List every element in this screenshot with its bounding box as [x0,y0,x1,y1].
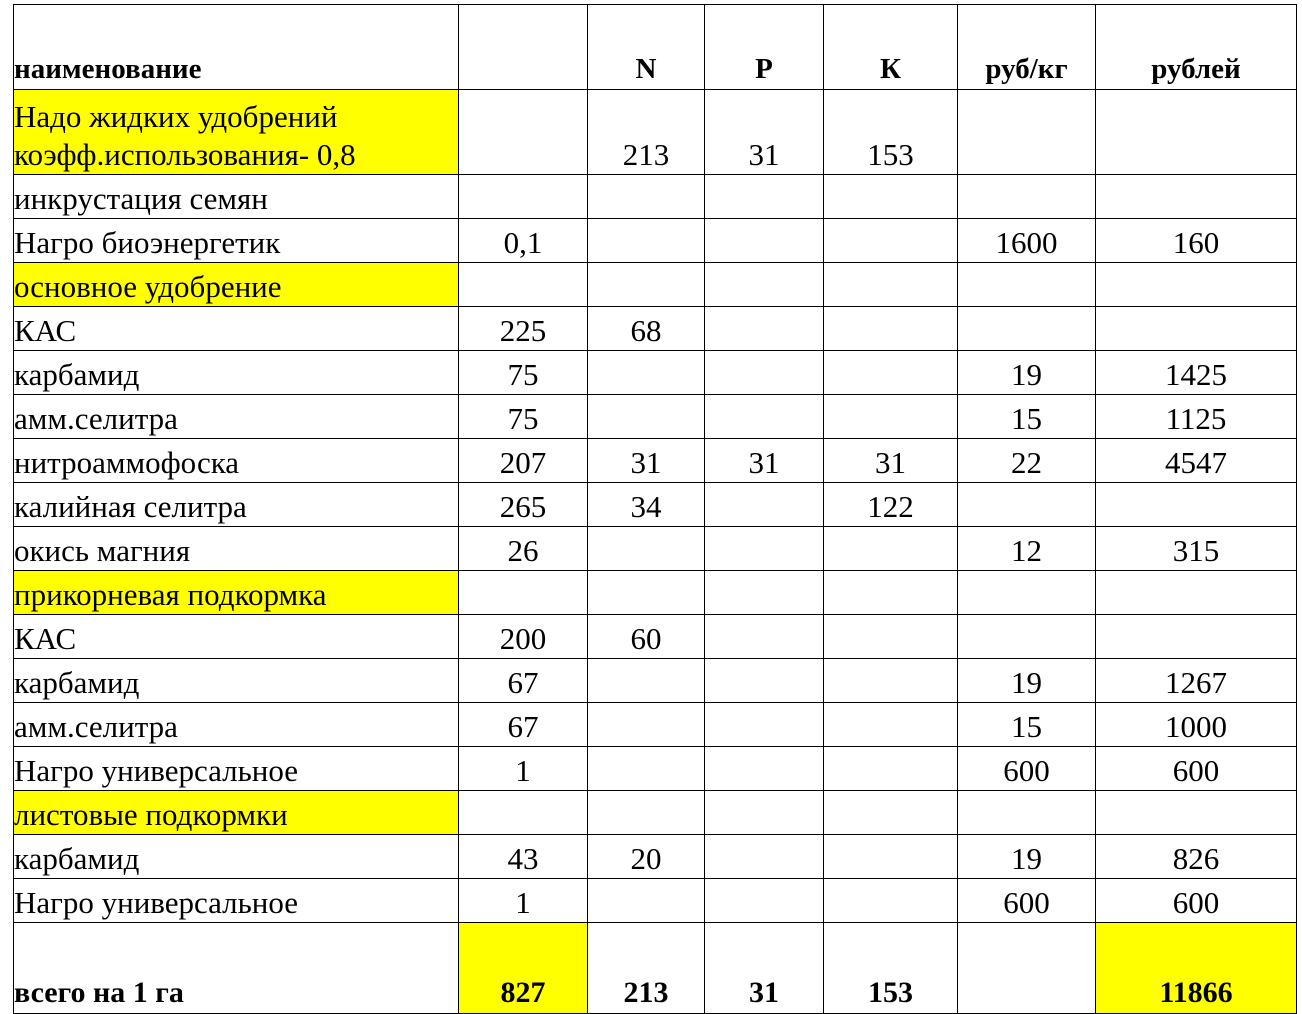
cell-cost: 1125 [1096,395,1297,439]
cell-qty: 1 [459,747,588,791]
cell-n [588,571,705,615]
total-qty: 827 [459,923,588,1014]
cell-k [824,395,958,439]
cell-p [705,351,824,395]
table-row [14,879,1297,923]
cell-name: Нагро биоэнергетик [14,219,459,263]
table-row [14,219,1297,263]
cell-name: КАС [14,615,459,659]
cell-n [588,791,705,835]
table-row [14,835,1297,879]
table-row [14,483,1297,527]
cell-qty: 207 [459,439,588,483]
cell-p [705,703,824,747]
cell-name: Нагро универсальное [14,747,459,791]
cell-price [958,175,1096,219]
header-p: P [705,5,824,90]
cell-k [824,879,958,923]
cell-price [958,263,1096,307]
cell-k [824,615,958,659]
cell-k [824,791,958,835]
fertilizer-table [13,4,1297,1014]
cell-cost: 600 [1096,747,1297,791]
cell-price: 1600 [958,219,1096,263]
cell-cost [1096,791,1297,835]
cell-qty: 1 [459,879,588,923]
cell-cost: 160 [1096,219,1297,263]
cell-name: окись магния [14,527,459,571]
need-label-line1: Надо жидких удобрений [14,99,338,134]
need-qty [459,90,588,175]
cell-cost [1096,263,1297,307]
cell-k [824,747,958,791]
cell-cost: 826 [1096,835,1297,879]
cell-cost: 1000 [1096,703,1297,747]
cell-n: 34 [588,483,705,527]
table-row [14,571,1297,615]
cell-p [705,615,824,659]
cell-p [705,747,824,791]
cell-cost [1096,571,1297,615]
cell-qty [459,571,588,615]
cell-p [705,307,824,351]
cell-price: 22 [958,439,1096,483]
need-label [14,90,459,175]
cell-p [705,659,824,703]
cell-n: 31 [588,439,705,483]
cell-name: прикорневая подкормка [14,571,459,615]
cell-p [705,879,824,923]
cell-p: 31 [705,439,824,483]
total-cost: 11866 [1096,923,1297,1014]
cell-cost: 1267 [1096,659,1297,703]
cell-k [824,527,958,571]
cell-qty: 0,1 [459,219,588,263]
cell-k [824,307,958,351]
cell-price: 19 [958,659,1096,703]
table-row [14,307,1297,351]
need-cost [1096,90,1297,175]
cell-price: 15 [958,703,1096,747]
header-n: N [588,5,705,90]
cell-p [705,175,824,219]
cell-name: нитроаммофоска [14,439,459,483]
cell-cost [1096,483,1297,527]
cell-qty: 265 [459,483,588,527]
total-k: 153 [824,923,958,1014]
cell-k: 122 [824,483,958,527]
cell-k [824,263,958,307]
cell-cost: 1425 [1096,351,1297,395]
cell-n [588,659,705,703]
cell-cost: 600 [1096,879,1297,923]
cell-n [588,747,705,791]
cell-p [705,527,824,571]
cell-n [588,175,705,219]
table-row [14,527,1297,571]
cell-name: листовые подкормки [14,791,459,835]
cell-qty [459,175,588,219]
cell-qty: 200 [459,615,588,659]
cell-qty: 225 [459,307,588,351]
cell-p [705,571,824,615]
need-p: 31 [705,90,824,175]
cell-n [588,703,705,747]
cell-name: калийная селитра [14,483,459,527]
cell-qty: 67 [459,703,588,747]
header-row [14,5,1297,90]
table-row [14,175,1297,219]
cell-name: КАС [14,307,459,351]
cell-n [588,263,705,307]
table-row [14,439,1297,483]
need-k: 153 [824,90,958,175]
header-qty [459,5,588,90]
cell-qty: 75 [459,351,588,395]
cell-price [958,483,1096,527]
cell-price: 600 [958,747,1096,791]
cell-price [958,307,1096,351]
cell-k [824,571,958,615]
cell-qty: 43 [459,835,588,879]
cell-qty: 75 [459,395,588,439]
cell-name: карбамид [14,835,459,879]
cell-qty [459,263,588,307]
cell-price: 19 [958,835,1096,879]
cell-n [588,351,705,395]
cell-name: карбамид [14,351,459,395]
need-row [14,90,1297,175]
cell-n [588,879,705,923]
cell-k: 31 [824,439,958,483]
cell-qty: 67 [459,659,588,703]
table-row [14,615,1297,659]
rows-body [14,175,1297,923]
cell-n: 60 [588,615,705,659]
cell-p [705,263,824,307]
cell-cost: 4547 [1096,439,1297,483]
cell-cost [1096,175,1297,219]
cell-name: основное удобрение [14,263,459,307]
cell-cost [1096,307,1297,351]
table-row [14,703,1297,747]
cell-name: инкрустация семян [14,175,459,219]
cell-price: 600 [958,879,1096,923]
need-price [958,90,1096,175]
table-row [14,395,1297,439]
header-price: руб/кг [958,5,1096,90]
cell-k [824,175,958,219]
cell-qty: 26 [459,527,588,571]
cell-k [824,659,958,703]
header-cost: рублей [1096,5,1297,90]
table-row [14,351,1297,395]
need-label-line2: коэфф.использования- 0,8 [14,137,356,172]
total-p: 31 [705,923,824,1014]
cell-p [705,835,824,879]
cell-n [588,527,705,571]
cell-price [958,571,1096,615]
cell-qty [459,791,588,835]
cell-p [705,483,824,527]
cell-price: 12 [958,527,1096,571]
cell-name: амм.селитра [14,395,459,439]
cell-n: 68 [588,307,705,351]
total-n: 213 [588,923,705,1014]
cell-n [588,395,705,439]
cell-name: Нагро универсальное [14,879,459,923]
cell-p [705,791,824,835]
table-row [14,263,1297,307]
cell-price: 15 [958,395,1096,439]
need-n: 213 [588,90,705,175]
cell-p [705,219,824,263]
cell-price [958,615,1096,659]
cell-n: 20 [588,835,705,879]
cell-cost [1096,615,1297,659]
cell-name: амм.селитра [14,703,459,747]
cell-k [824,351,958,395]
cell-n [588,219,705,263]
table-row [14,791,1297,835]
header-k: К [824,5,958,90]
cell-p [705,395,824,439]
cell-k [824,703,958,747]
table-row [14,747,1297,791]
cell-k [824,835,958,879]
cell-k [824,219,958,263]
cell-price: 19 [958,351,1096,395]
cell-price [958,791,1096,835]
cell-cost: 315 [1096,527,1297,571]
header-name: наименование [14,5,459,90]
total-label: всего на 1 га [14,923,459,1014]
table-row [14,659,1297,703]
cell-name: карбамид [14,659,459,703]
